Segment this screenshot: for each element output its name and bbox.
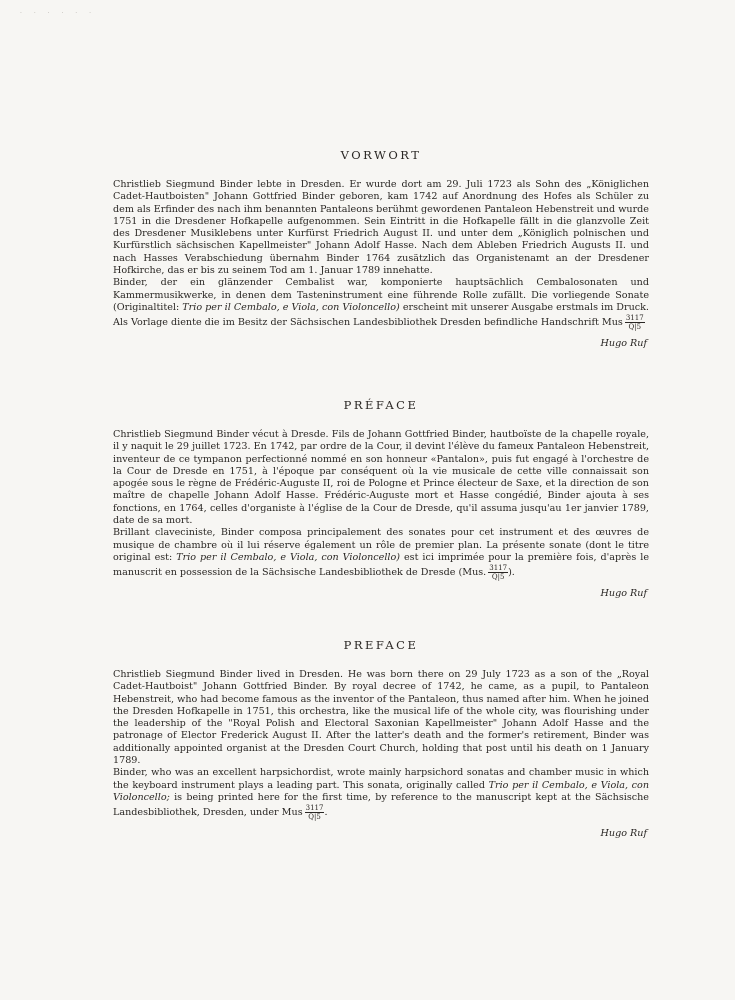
preface-fr-shelfmark xyxy=(488,564,508,581)
preface-fr-paragraph-2 xyxy=(113,527,649,581)
preface-fr-text-cont: est ici imprimée pour la première fois, d'après le manuscrit en possession de la Sächsische Landesbibliothek de Dresde (Mus. xyxy=(113,551,649,579)
paper-specks: · · · · · · xyxy=(20,10,96,17)
preface-en-heading: PREFACE xyxy=(343,638,419,652)
vorwort-original-title: Trio per il Cembalo, e Viola, con Violoncello) xyxy=(182,301,400,313)
vorwort-text: Binder, der ein glänzender Cembalist war, komponierte hauptsächlich Cembalosonaten und Kammermusikwerke, in denen dem Tasteninstrument eine führende Rolle zufällt. Die vorliegende Sonate (Originaltitel: xyxy=(113,277,649,313)
preface-fr-paragraph-1: Christlieb Siegmund Binder vécut à Dresde. Fils de Johann Gottfried Binder, hautboïste de la chapelle royale, il y naquit le 29 juillet 1723. En 1742, par ordre de la Cour, il devint l'élève du fameux Pantaleon Hebenstreit, inventeur de ce tympanon perfectionné nommé en son honneur «Pantalon», puis fut engagé à l'orchestre de la Cour de Dresde en 1751, à l'époque par conséquent où la vie musicale de cette ville connaissait son apogée sous le règne de Frédéric-Auguste II, roi de Pologne et Prince électeur de Saxe, et la direction de son maître de chapelle Johann Adolf Hasse. Frédéric-Auguste mort et Hasse congédié, Binder ajouta à ses fonctions, en 1764, celles d'organiste à l'église de la Cour de Dresde, qu'il assuma jusqu'au 1er janvier 1789, date de sa mort. xyxy=(113,429,649,527)
vorwort-heading: VORWORT xyxy=(340,148,422,162)
vorwort-paragraph-1: Christlieb Siegmund Binder lebte in Dresden. Er wurde dort am 29. Juli 1723 als Sohn des „Königlichen Cadet-Hautboisten" Johann Gottfried Binder geboren, kam 1742 auf Anordnung des Hofes als Schüler zu dem als Erfinder des nach ihm benannten Pantaleons berühmt gewordenen Pantaleon Hebenstreit und wurde 1751 in die Dresdener Hofkapelle aufgenommen. Sein Eintritt in die Hofkapelle fällt in die glanzvolle Zeit des Dresdener Musiklebens unter Kurfürst Friedrich August II. und unter dem „Königlich polnischen und Kurfürstlich sächsischen Kapellmeister" Johann Adolf Hasse. Nach dem Ableben Friedrich Augusts II. und nach Hasses Verabschiedung übernahm Binder 1764 zusätzlich das Organistenamt an der Dresdener Hofkirche, das er bis zu seinem Tod am 1. Januar 1789 innehatte. xyxy=(113,179,649,277)
vorwort-text-cont: erscheint mit unserer Ausgabe erstmals im Druck. Als Vorlage diente die im Besitz der Sächsischen Landesbibliothek Dresden befindliche Handschrift Mus xyxy=(113,301,649,329)
preface-en-shelfmark xyxy=(305,804,328,822)
shelfmark-number: 3117 xyxy=(625,314,644,323)
vorwort-shelfmark xyxy=(625,314,645,331)
preface-en-signature: Hugo Ruf xyxy=(600,828,647,840)
vorwort-paragraph-2 xyxy=(113,277,649,331)
preface-en-text: Binder, who was an excellent harpsichordist, wrote mainly harpsichord sonatas and chamber music in which the keyboard instrument plays a leading part. This sonata, originally called xyxy=(113,767,649,791)
shelfmark-number: 3117 xyxy=(489,564,508,573)
preface-fr-original-title: Trio per il Cembalo, e Viola, con Violoncello) xyxy=(176,551,401,563)
preface-fr-heading: PRÉFACE xyxy=(343,398,419,412)
preface-en-paragraph-1: Christlieb Siegmund Binder lived in Dresden. He was born there on 29 July 1723 as a son of the „Royal Cadet-Hautboist" Johann Gottfried Binder. By royal decree of 1742, he came, as a pupil, to Pantaleon Hebenstreit, who had become famous as the inventor of the Pantaleon, thus named after him. When he joined the Dresden Hofkapelle in 1751, this orchestra, like the musical life of the whole city, was flourishing under the leadership of the "Royal Polish and Electoral Saxonian Kapellmeister" Johann Adolf Hasse and the patronage of Elector Frederick August II. After the latter's death and the former's retirement, Binder was additionally appointed organist at the Dresden Court Church, holding that post until his death on 1 January 1789. xyxy=(113,669,649,767)
preface-fr-section xyxy=(113,398,649,599)
vorwort-signature: Hugo Ruf xyxy=(600,338,647,350)
preface-fr-signature: Hugo Ruf xyxy=(600,588,647,600)
shelfmark-subnumber: Q|5 xyxy=(628,323,642,332)
preface-en-original-title: Trio per il Cembalo, e Viola, con Violoncello; xyxy=(113,779,649,803)
preface-fr-text-end: ). xyxy=(508,567,515,579)
vorwort-section xyxy=(113,148,649,349)
shelfmark-subnumber: Q|5 xyxy=(491,573,505,582)
preface-fr-text: Brillant claveciniste, Binder composa principalement des sonates pour cet instrument et des œuvres de musique de chambre où il lui réserve également un rôle de premier plan. La présente sonate (dont le titre original est: xyxy=(113,527,649,563)
preface-en-paragraph-2 xyxy=(113,767,649,821)
shelfmark-number: 3117 xyxy=(305,804,324,813)
preface-en-text-cont: is being printed here for the first time, by reference to the manuscript kept at the Sächsische Landesbibliothek, Dresden, under Mus xyxy=(113,791,649,819)
preface-en-text-end: . xyxy=(324,807,328,819)
shelfmark-subnumber: Q|5 xyxy=(308,813,321,822)
preface-en-section xyxy=(113,638,649,839)
